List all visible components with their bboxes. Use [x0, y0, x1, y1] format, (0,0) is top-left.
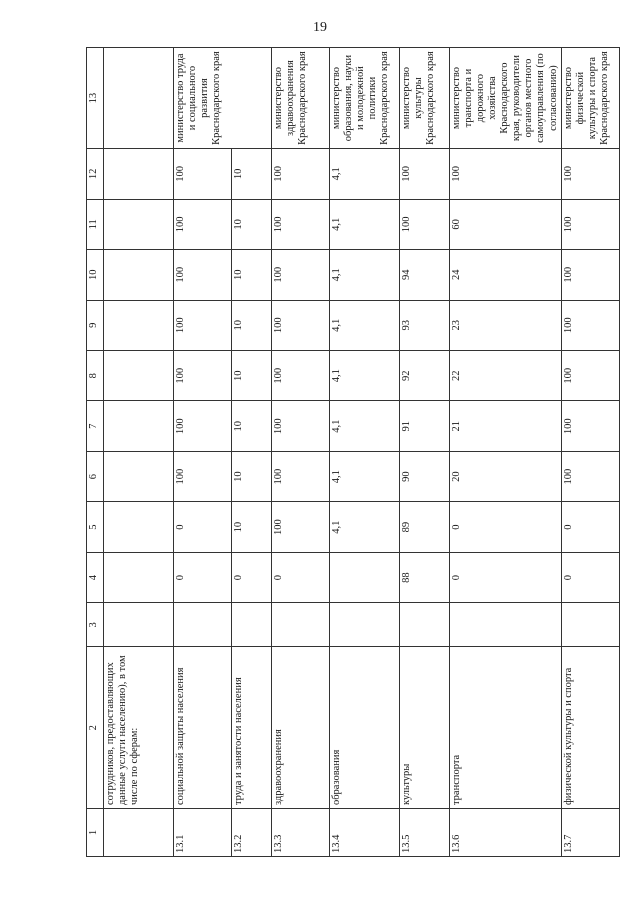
- column-header: 6: [87, 451, 104, 501]
- value-cell: 100: [561, 350, 619, 400]
- page-number: 19: [313, 20, 327, 35]
- value-cell: 21: [450, 401, 562, 451]
- indicator-name: здравоохранения: [272, 647, 330, 809]
- table-row: [174, 48, 232, 857]
- value-cell: 0: [561, 502, 619, 552]
- value-cell: [330, 552, 400, 602]
- value-cell: 100: [272, 250, 330, 300]
- value-cell: 100: [174, 250, 232, 300]
- value-cell: 4,1: [330, 502, 400, 552]
- value-cell: 100: [174, 401, 232, 451]
- value-cell: 100: [174, 149, 232, 199]
- value-cell: 4,1: [330, 451, 400, 501]
- executor-cell: министерство труда и социального развития Краснодарского края: [174, 48, 272, 149]
- value-cell: 100: [272, 149, 330, 199]
- rotated-table-container: [86, 47, 610, 857]
- value-cell: 100: [174, 199, 232, 249]
- value-cell: 100: [561, 451, 619, 501]
- column-number-row: [87, 48, 104, 857]
- executor-cell: министерство транспорта и дорожного хозяйства Краснодарского края, руководители органов местного самоуправления (по согласованию): [450, 48, 562, 149]
- value-cell: 10: [232, 250, 272, 300]
- value-cell: 100: [272, 451, 330, 501]
- row-number: 13.1: [174, 809, 232, 857]
- value-cell: 100: [561, 199, 619, 249]
- value-cell: 22: [450, 350, 562, 400]
- col3-cell: [272, 603, 330, 647]
- value-cell: 100: [561, 149, 619, 199]
- value-cell: 100: [272, 401, 330, 451]
- value-cell: 10: [232, 502, 272, 552]
- column-header: 8: [87, 350, 104, 400]
- value-cell: 91: [400, 401, 450, 451]
- value-cell: 0: [174, 502, 232, 552]
- table-row: [400, 48, 450, 857]
- col3-cell: [400, 603, 450, 647]
- value-cell: 100: [174, 300, 232, 350]
- value-cell: 94: [400, 250, 450, 300]
- value-cell: 100: [272, 300, 330, 350]
- intro-row: [104, 48, 174, 857]
- value-cell: 100: [272, 199, 330, 249]
- value-cell: 23: [450, 300, 562, 350]
- indicator-name: транспорта: [450, 647, 562, 809]
- value-cell: 4,1: [330, 350, 400, 400]
- value-cell: 10: [232, 149, 272, 199]
- row-number: [104, 809, 174, 857]
- indicators-table: [86, 47, 620, 857]
- column-header: 9: [87, 300, 104, 350]
- executor-cell: министерство образования, науки и молодежной политики Краснодарского края: [330, 48, 400, 149]
- value-cell: 0: [232, 552, 272, 602]
- value-cell: 0: [272, 552, 330, 602]
- col3-cell: [174, 603, 232, 647]
- row-number: 13.6: [450, 809, 562, 857]
- value-cell: 4,1: [330, 199, 400, 249]
- value-cell: 0: [450, 502, 562, 552]
- column-header: 4: [87, 552, 104, 602]
- col3-cell: [450, 603, 562, 647]
- col3-cell: [232, 603, 272, 647]
- value-cell: 100: [272, 350, 330, 400]
- row-number: 13.7: [561, 809, 619, 857]
- rotated-page-content: [86, 47, 610, 857]
- column-header: 11: [87, 199, 104, 249]
- value-cell: 10: [232, 350, 272, 400]
- value-cell: 10: [232, 451, 272, 501]
- indicator-name: культуры: [400, 647, 450, 809]
- column-header: 10: [87, 250, 104, 300]
- value-cell: 0: [450, 552, 562, 602]
- value-cell: 100: [272, 502, 330, 552]
- column-header: 13: [87, 48, 104, 149]
- value-cell: 100: [450, 149, 562, 199]
- row-number: 13.3: [272, 809, 330, 857]
- value-cell: 10: [232, 401, 272, 451]
- executor-cell: министерство культуры Краснодарского края: [400, 48, 450, 149]
- column-header: 2: [87, 647, 104, 809]
- value-cell: 92: [400, 350, 450, 400]
- col3-cell: [330, 603, 400, 647]
- value-cell: 4,1: [330, 401, 400, 451]
- indicator-name: физической культуры и спорта: [561, 647, 619, 809]
- value-cell: 93: [400, 300, 450, 350]
- column-header: 1: [87, 809, 104, 857]
- table-row: [272, 48, 330, 857]
- row-number: 13.4: [330, 809, 400, 857]
- table-row: [232, 48, 272, 857]
- indicator-name: сотрудников, предоставляющих данные услуги населению), в том числе по сферам:: [104, 647, 174, 809]
- value-cell: 100: [561, 401, 619, 451]
- row-number: 13.5: [400, 809, 450, 857]
- col3-cell: [561, 603, 619, 647]
- column-header: 3: [87, 603, 104, 647]
- column-header: 5: [87, 502, 104, 552]
- indicator-name: социальной защиты населения: [174, 647, 232, 809]
- value-cell: 4,1: [330, 250, 400, 300]
- column-header: 7: [87, 401, 104, 451]
- value-cell: 88: [400, 552, 450, 602]
- value-cell: 60: [450, 199, 562, 249]
- value-cell: 90: [400, 451, 450, 501]
- executor-cell: министерство здравоохранения Краснодарского края: [272, 48, 330, 149]
- value-cell: 10: [232, 199, 272, 249]
- value-cell: 100: [561, 300, 619, 350]
- value-cell: 100: [561, 250, 619, 300]
- value-cell: 100: [400, 149, 450, 199]
- value-cell: 100: [174, 350, 232, 400]
- table-row: [450, 48, 562, 857]
- value-cell: 4,1: [330, 300, 400, 350]
- executor-cell: министерство физической культуры и спорта Краснодарского края: [561, 48, 619, 149]
- indicator-name: образования: [330, 647, 400, 809]
- value-cell: 4,1: [330, 149, 400, 199]
- value-cell: 24: [450, 250, 562, 300]
- table-row: [330, 48, 400, 857]
- column-header: 12: [87, 149, 104, 199]
- value-cell: 89: [400, 502, 450, 552]
- value-cell: 0: [174, 552, 232, 602]
- value-cell: 100: [174, 451, 232, 501]
- indicator-name: труда и занятости населения: [232, 647, 272, 809]
- table-row: [561, 48, 619, 857]
- value-cell: 0: [561, 552, 619, 602]
- row-number: 13.2: [232, 809, 272, 857]
- value-cell: 100: [400, 199, 450, 249]
- value-cell: 20: [450, 451, 562, 501]
- value-cell: 10: [232, 300, 272, 350]
